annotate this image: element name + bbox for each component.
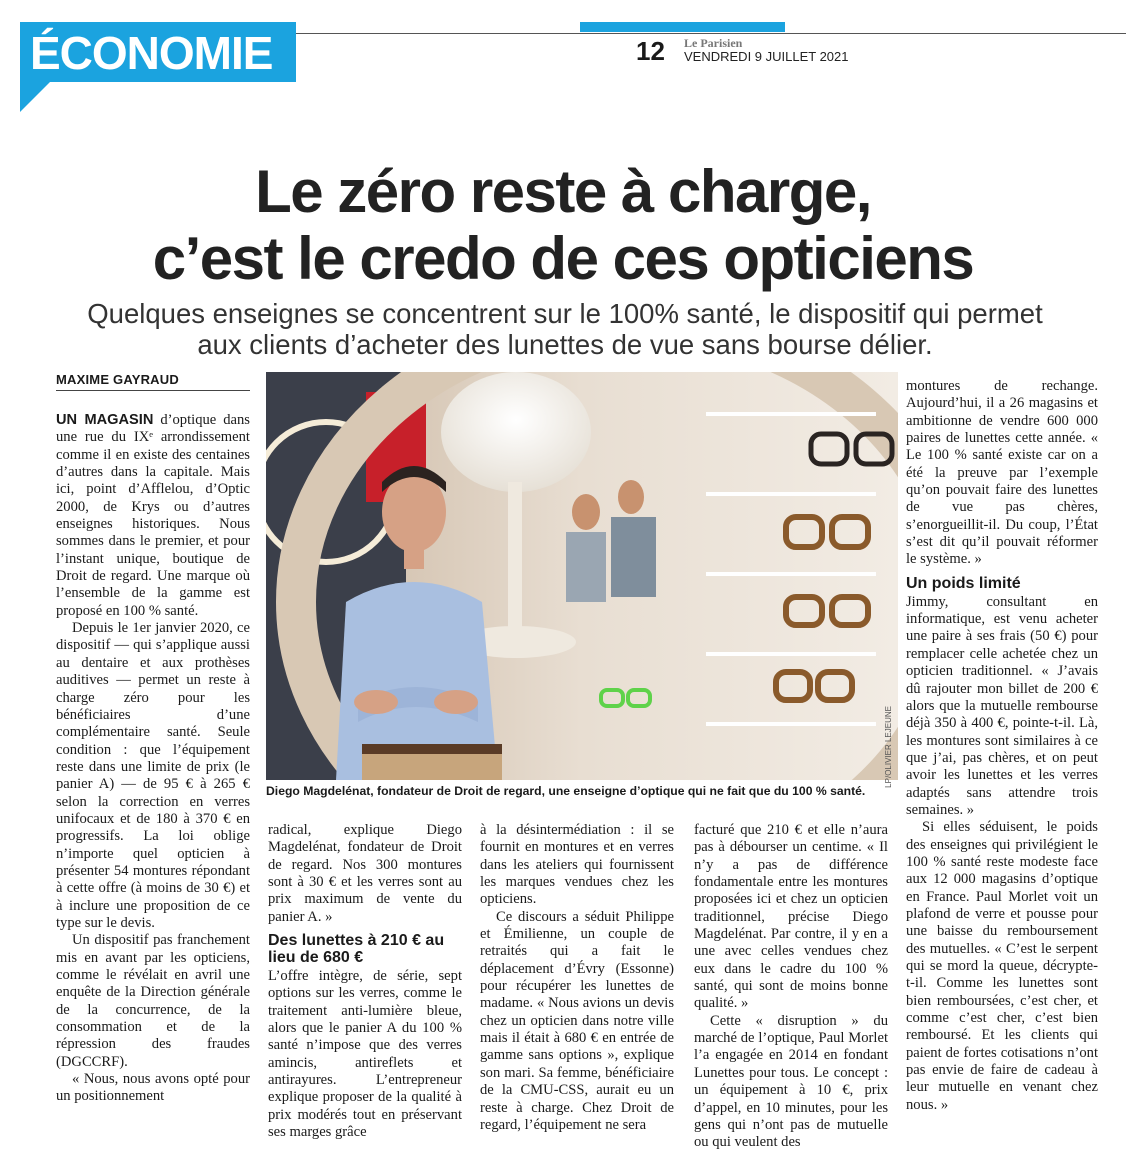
- paragraph: Cette « disruption » du marché de l’optique, Paul Morlet l’a engagée en 2014 en fondant Lunettes pour tous. Le concept : un équipement à 10 €, prix d’appel, en 10 minutes, pour les gens qui n’ont pas de mutuelle ou qui veulent des: [694, 1012, 888, 1151]
- section-heading: Un poids limité: [906, 574, 1021, 592]
- paragraph: montures de rechange. Aujourd’hui, il a 26 magasins et ambitionne de vendre 600 000 paires de lunettes cette année. « Le 100 % santé existe car on a été la preuve par l’exemple qu’on pouvait faire des lunettes de vue pas chères, s’enorgueillit-il. Du coup, l’État s’est dit qu’il pouvait réformer le système. »: [906, 378, 1098, 568]
- article-column-3: [480, 822, 674, 1134]
- photo-credit: LP/OLIVIER LEJEUNE: [884, 706, 893, 788]
- headline-line-2: c’est le credo de ces opticiens: [152, 225, 974, 292]
- author-byline: MAXIME GAYRAUD: [56, 372, 179, 387]
- paragraph: radical, explique Diego Magdelénat, fondateur de Droit de regard. Nos 300 montures sont à 30 € et les verres sont au prix maximum de vente du panier A. »: [268, 822, 462, 925]
- optician-shop-photo: [266, 372, 898, 780]
- paragraph: [56, 412, 250, 620]
- headline-line-1: Le zéro reste à charge,: [255, 158, 871, 225]
- lead-in: UN MAGASIN: [56, 412, 154, 428]
- article-column-1: [56, 412, 250, 1106]
- subheadline: [40, 298, 1090, 360]
- subhead-line-1: Quelques enseignes se concentrent sur le 100% santé, le dispositif qui permet: [87, 298, 1043, 329]
- paragraph: Ce discours a séduit Philippe et Émilienne, un couple de retraités qui a fait le déplacement d’Évry (Essonne) pour récupérer les lunettes de madame. « Nous avions un devis chez un opticien dans notre ville mais il était à 680 € en entrée de gamme sans options », explique son mari. Sa femme, bénéficiaire de la CMU-CSS, aurait eu un reste à charge. Chez Droit de regard, l’équipement ne sera: [480, 908, 674, 1133]
- header-accent-bar: [580, 22, 785, 32]
- paragraph: Jimmy, consultant en informatique, est venu acheter une paire à ses frais (50 €) pour remplacer celle achetée chez un opticien traditionnel. « J’avais dû rajouter mon billet de 200 € alors que la mutuelle rembourse déjà 350 à 400 €, pointe-t-il. Là, les montures sont similaires à ce que j’ai, pas chères, et on peut avoir les lunettes et les verres adaptés sans attendre trois semaines. »: [906, 593, 1098, 818]
- paragraph: Depuis le 1er janvier 2020, ce dispositif — qui s’applique aussi au dentaire et aux prothèses auditives — permet un reste à charge zéro pour les bénéficiaires d’une complémentaire santé. Seule condition : que l’équipement reste dans une limite de prix (le panier A) — de 95 € à 265 € selon la correction en verres unifocaux et de 180 à 370 € en progressifs. La loi oblige n’importe quel opticien à présenter 54 montures répondant à cette offre (à moins de 30 €) et à inclure une proposition de ce type sur le devis.: [56, 620, 250, 931]
- paragraph: Si elles séduisent, le poids des enseignes qui privilégient le 100 % santé reste modeste face aux 12 000 magasins d’optique en France. Paul Morlet voit un plafond de verre et pousse pour une baisse du remboursement des mutuelles. « C’est le serpent qui se mord la queue, décrypte-t-il. Comme les lunettes sont bien remboursées, c’est cher, et comme c’est cher, c’est bien remboursé. Et les clients qui paient de fortes cotisations n’ont pas envie de faire de cadeau à leur mutuelle en venant chez nous. »: [906, 819, 1098, 1113]
- paragraph: L’offre intègre, de série, sept options sur les verres, comme le traitement anti-lumière bleue, alors que le panier A du 100 % santé n’impose que des verres amincis, antireflets et antirayures. L’entrepreneur explique proposer de la qualité à prix modérés tout en préservant ses marges grâce: [268, 968, 462, 1141]
- paragraph: « Nous, nous avons opté pour un positionnement: [56, 1071, 250, 1105]
- section-label: ÉCONOMIE: [30, 27, 273, 79]
- page-number: 12: [636, 36, 665, 66]
- issue-date: VENDREDI 9 JUILLET 2021: [684, 49, 849, 64]
- paragraph: Un dispositif pas franchement mis en avant par les opticiens, comme le révélait en avril une enquête de la Direction générale de la concurrence, de la consommation et de la répression des fraudes (DGCCRF).: [56, 932, 250, 1070]
- photo-caption: Diego Magdelénat, fondateur de Droit de regard, une enseigne d’optique qui ne fait que du 100 % santé.: [266, 784, 866, 798]
- article-column-4: [694, 822, 888, 1152]
- paragraph: facturé que 210 € et elle n’aura pas à débourser un centime. « Il n’y a pas de différence fondamentale entre les montures proposées ici et chez un opticien traditionnel, précise Diego Magdelénat. Par contre, il y en a une avec celles vendues chez eux dans le cadre du 100 % santé, qui sont de moins bonne qualité. »: [694, 822, 888, 1012]
- byline-rule: [56, 390, 250, 391]
- headline: [0, 158, 1126, 292]
- masthead-logo: Le Parisien: [684, 36, 743, 50]
- section-heading: Des lunettes à 210 € au lieu de 680 €: [268, 932, 445, 967]
- article-column-2: [268, 822, 462, 1142]
- article-photo: [266, 372, 898, 780]
- article-column-5: [906, 378, 1098, 1114]
- subhead-line-2: aux clients d’acheter des lunettes de vue sans bourse délier.: [197, 329, 933, 360]
- paragraph-text: d’optique dans une rue du IXᵉ arrondissement comme il en existe des centaines d’autres dans la capitale. Mais ici, point d’Afflelou, d’Optic 2000, de Krys ou d’autres enseignes historiques. Nous sommes dans le premier, et pour l’instant unique, boutique de Droit de regard. Une marque où l’ensemble de la gamme est proposé en 100 % santé.: [56, 412, 250, 619]
- section-tag-tail: [20, 80, 52, 112]
- header-rule: [296, 33, 1126, 34]
- paragraph: à la désintermédiation : il se fournit en montures et en verres dans les ateliers qui fournissent les marques vendues chez les opticiens.: [480, 822, 674, 908]
